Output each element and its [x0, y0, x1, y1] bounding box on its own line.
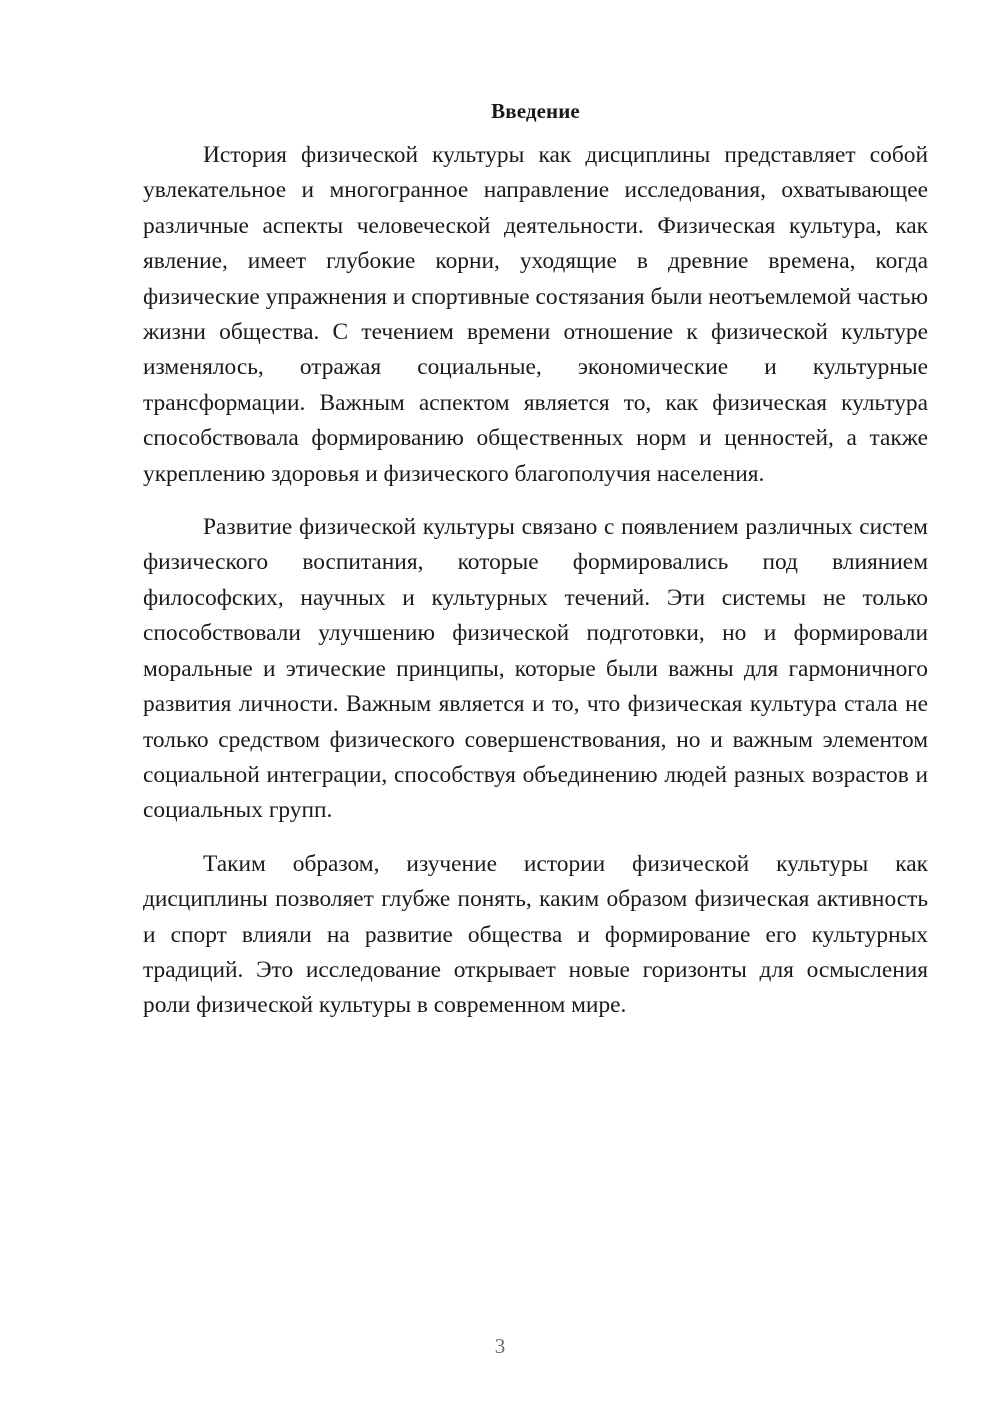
- page-content: [143, 96, 928, 1042]
- paragraph: Развитие физической культуры связано с появлением различных систем физического воспитания, которые формировались под влиянием философских, научных и культурных течений. Эти системы не только способствовали улучшению физической подготовки, но и формировали моральные и этические принципы, которые были важны для гармоничного развития личности. Важным является и то, что физическая культура стала не только средством физического совершенствования, но и важным элементом социальной интеграции, способствуя объединению людей разных возрастов и социальных групп.: [143, 514, 928, 824]
- paragraph: Таким образом, изучение истории физической культуры как дисциплины позволяет глубже понять, каким образом физическая активность и спорт влияли на развитие общества и формирование его культурных традиций. Это исследование открывает новые горизонты для осмысления роли физической культуры в современном мире.: [143, 850, 928, 1019]
- paragraph: История физической культуры как дисциплины представляет собой увлекательное и многогранное направление исследования, охватывающее различные аспекты человеческой деятельности. Физическая культура, как явление, имеет глубокие корни, уходящие в древние времена, когда физические упражнения и спортивные состязания были неотъемлемой частью жизни общества. С течением времени отношение к физической культуре изменялось, отражая социальные, экономические и культурные трансформации. Важным аспектом является то, как физическая культура способствовала формированию общественных норм и ценностей, а также укреплению здоровья и физического благополучия населения.: [143, 142, 928, 487]
- page-number: 3: [494, 1334, 506, 1358]
- section-heading: Введение: [491, 99, 580, 123]
